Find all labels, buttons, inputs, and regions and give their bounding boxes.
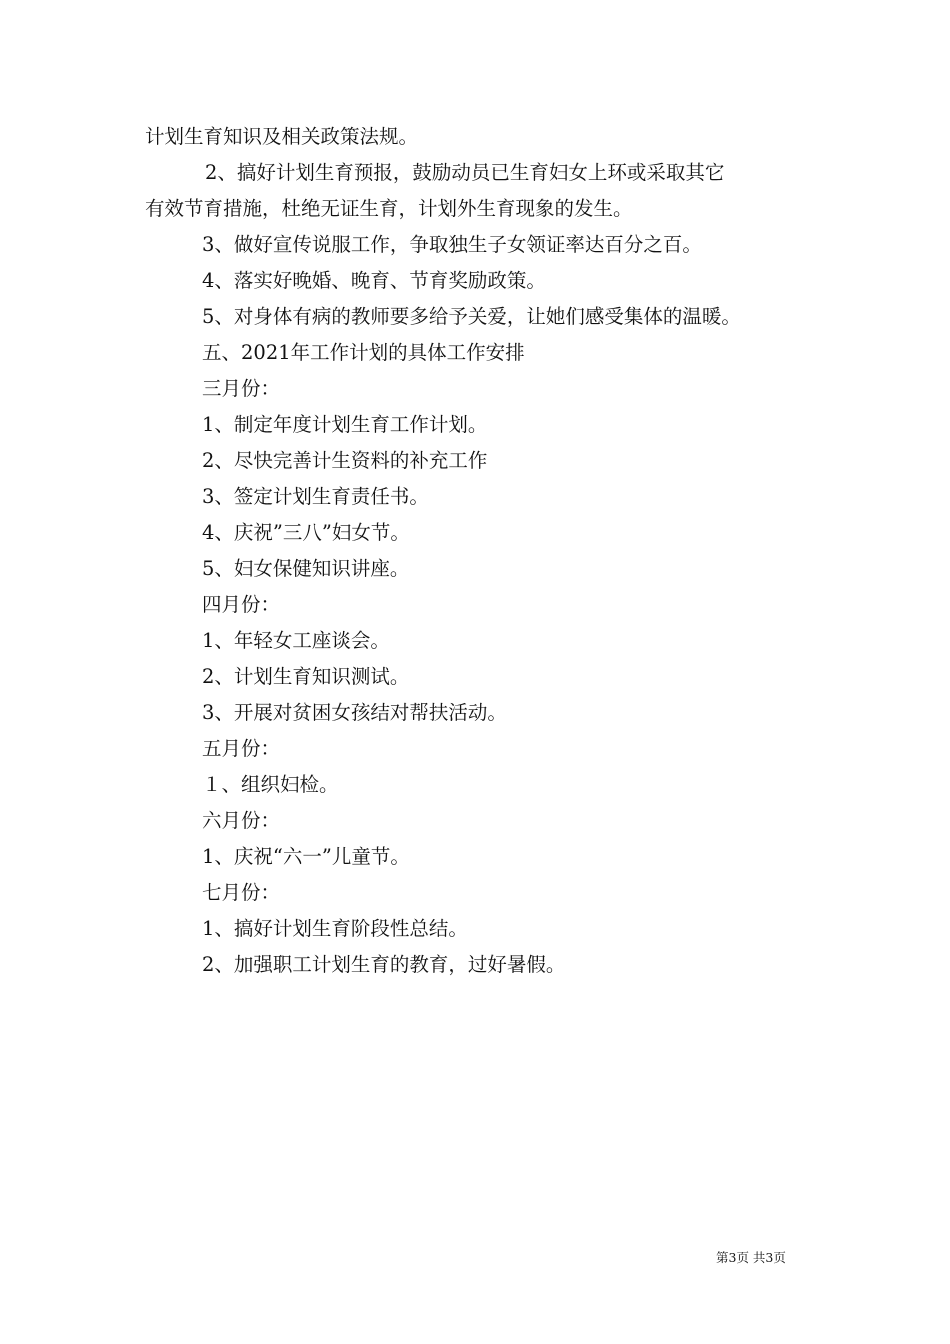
paragraph-line: 2、搞好计划生育预报，鼓励动员已生育妇女上环或采取其它 <box>205 161 725 184</box>
list-item: 2、尽快完善计生资料的补充工作 <box>202 449 488 472</box>
paragraph-line: 计划生育知识及相关政策法规。 <box>145 125 419 148</box>
list-item: 5、妇女保健知识讲座。 <box>202 557 410 580</box>
list-item: 2、加强职工计划生育的教育，过好暑假。 <box>202 953 566 976</box>
paragraph-line: 5、对身体有病的教师要多给予关爱，让她们感受集体的温暖。 <box>202 305 741 328</box>
month-heading: 六月份： <box>202 809 281 832</box>
list-item: 4、庆祝”三八”妇女节。 <box>202 521 410 544</box>
paragraph-line: 3、做好宣传说服工作，争取独生子女领证率达百分之百。 <box>202 233 702 256</box>
list-item: 1、制定年度计划生育工作计划。 <box>202 413 488 436</box>
list-item: 3、签定计划生育责任书。 <box>202 485 429 508</box>
list-item: 1、年轻女工座谈会。 <box>202 629 390 652</box>
document-body <box>145 119 810 983</box>
paragraph-line: 4、落实好晚婚、晚育、节育奖励政策。 <box>202 269 546 292</box>
list-item: 3、开展对贫困女孩结对帮扶活动。 <box>202 701 507 724</box>
list-item: 2、计划生育知识测试。 <box>202 665 410 688</box>
list-item: 1、庆祝“六一”儿童节。 <box>202 845 410 868</box>
month-heading: 七月份： <box>202 881 281 904</box>
paragraph-line: 有效节育措施，杜绝无证生育，计划外生育现象的发生。 <box>145 197 633 220</box>
page-footer: 第3页 共3页 <box>716 1250 786 1265</box>
month-heading: 四月份： <box>202 593 281 616</box>
section-heading: 五、2021年工作计划的具体工作安排 <box>202 341 525 364</box>
month-heading: 三月份： <box>202 377 281 400</box>
month-heading: 五月份： <box>202 737 281 760</box>
list-item: 1、搞好计划生育阶段性总结。 <box>202 917 468 940</box>
list-item: １、组织妇检。 <box>202 773 339 796</box>
